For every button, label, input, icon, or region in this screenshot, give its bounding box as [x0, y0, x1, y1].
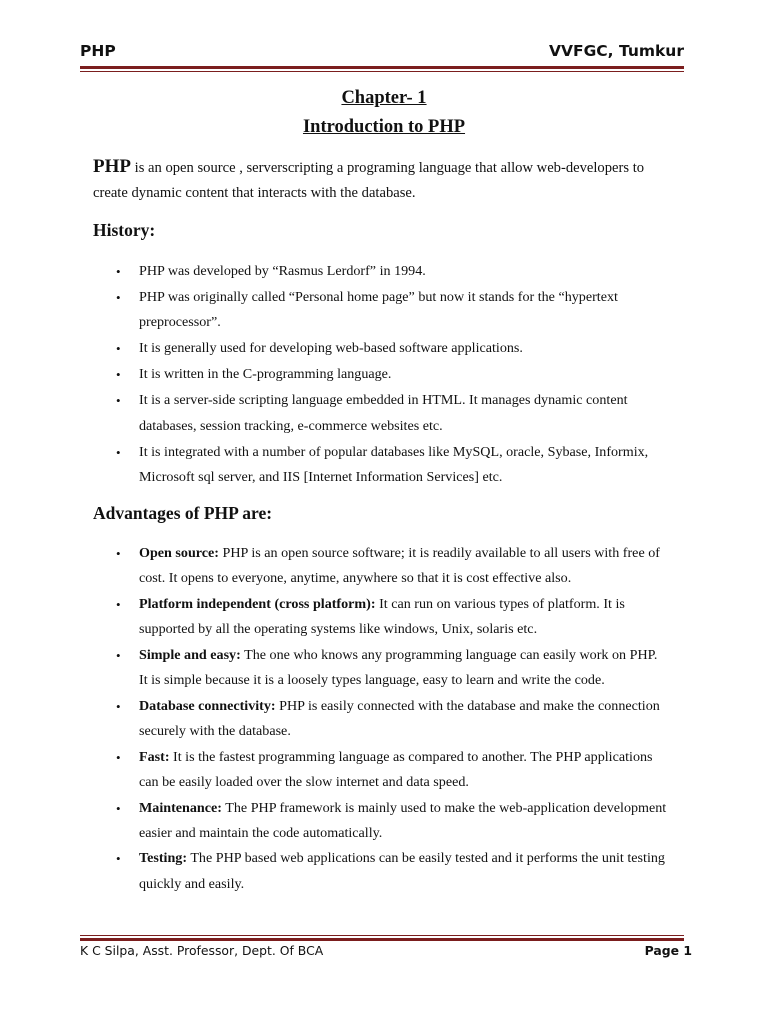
list-item: • It is integrated with a number of popular databases like MySQL, oracle, Sybase, Informix, Microsoft sql server, and IIS [Internet Information Services] etc.	[0, 440, 669, 491]
intro-text: is an open source , serverscripting a programing language that allow web-developers to create dynamic content that interacts with the database.	[93, 160, 645, 201]
list-item: • PHP was developed by “Rasmus Lerdorf” in 1994.	[0, 259, 669, 284]
list-item: • It is a server-side scripting language embedded in HTML. It manages dynamic content databases, session tracking, e-commerce websites etc.	[0, 388, 669, 439]
advantages-heading: Advantages of PHP are:	[93, 503, 273, 523]
bullet-icon: •	[116, 749, 121, 765]
intro-paragraph	[93, 154, 673, 206]
list-item: • Platform independent (cross platform): It can run on various types of platform. It is supported by all the operating systems like windows, Unix, solaris etc.	[0, 592, 669, 642]
bullet-icon: •	[116, 264, 121, 279]
footer-rule	[80, 935, 684, 941]
history-list	[0, 259, 669, 491]
advantage-term: Platform independent (cross platform):	[139, 595, 376, 612]
footer-author: K C Silpa, Asst. Professor, Dept. Of BCA	[80, 943, 324, 958]
advantage-term: Maintenance:	[139, 799, 222, 816]
page-title: Introduction to PHP	[302, 117, 466, 137]
bullet-icon: •	[116, 698, 121, 714]
bullet-icon: •	[116, 647, 121, 663]
bullet-icon: •	[116, 851, 121, 867]
bullet-icon: •	[116, 393, 121, 409]
page-number: Page 1	[644, 943, 692, 958]
bullet-icon: •	[116, 367, 121, 383]
bullet-icon: •	[116, 444, 121, 460]
list-item: • It is generally used for developing web-based software applications.	[0, 336, 669, 361]
list-item: • Fast: It is the fastest programming language as compared to another. The PHP applications can be easily loaded over the slow internet and data speed.	[0, 745, 669, 795]
list-item: • It is written in the C-programming language.	[0, 362, 669, 387]
list-item: • Maintenance: The PHP framework is mainly used to make the web-application development easier and maintain the code automatically.	[0, 796, 669, 846]
page-header	[80, 42, 684, 68]
bullet-icon: •	[116, 290, 121, 305]
bullet-icon: •	[116, 596, 121, 612]
advantage-term: Testing:	[139, 850, 188, 867]
chapter-title: Chapter- 1	[341, 88, 427, 108]
intro-lead: PHP	[93, 156, 131, 177]
bullet-icon: •	[116, 341, 121, 357]
advantage-term: Database connectivity:	[139, 697, 276, 714]
list-item: • Testing: The PHP based web applications can be easily tested and it performs the unit testing quickly and easily.	[0, 846, 669, 896]
header-college: VVFGC, Tumkur	[548, 42, 684, 60]
list-item: • Open source: PHP is an open source software; it is readily available to all users with free of cost. It opens to everyone, anytime, anywhere so that it is cost effective also.	[0, 541, 669, 591]
advantages-list	[0, 541, 669, 897]
list-item: • PHP was originally called “Personal home page” but now it stands for the “hypertext preprocessor”.	[0, 285, 669, 336]
bullet-icon: •	[116, 546, 121, 561]
history-heading: History:	[93, 220, 156, 240]
header-subject: PHP	[80, 42, 116, 60]
bullet-icon: •	[116, 800, 121, 816]
advantage-term: Fast:	[139, 748, 170, 765]
advantage-term: Open source:	[139, 545, 219, 561]
advantage-term: Simple and easy:	[139, 646, 241, 663]
list-item: • Simple and easy: The one who knows any programming language can easily work on PHP. It is simple because it is a loosely types language, easy to learn and write the code.	[0, 643, 669, 693]
header-rule	[80, 66, 684, 72]
list-item: • Database connectivity: PHP is easily connected with the database and make the connection securely with the database.	[0, 694, 669, 744]
